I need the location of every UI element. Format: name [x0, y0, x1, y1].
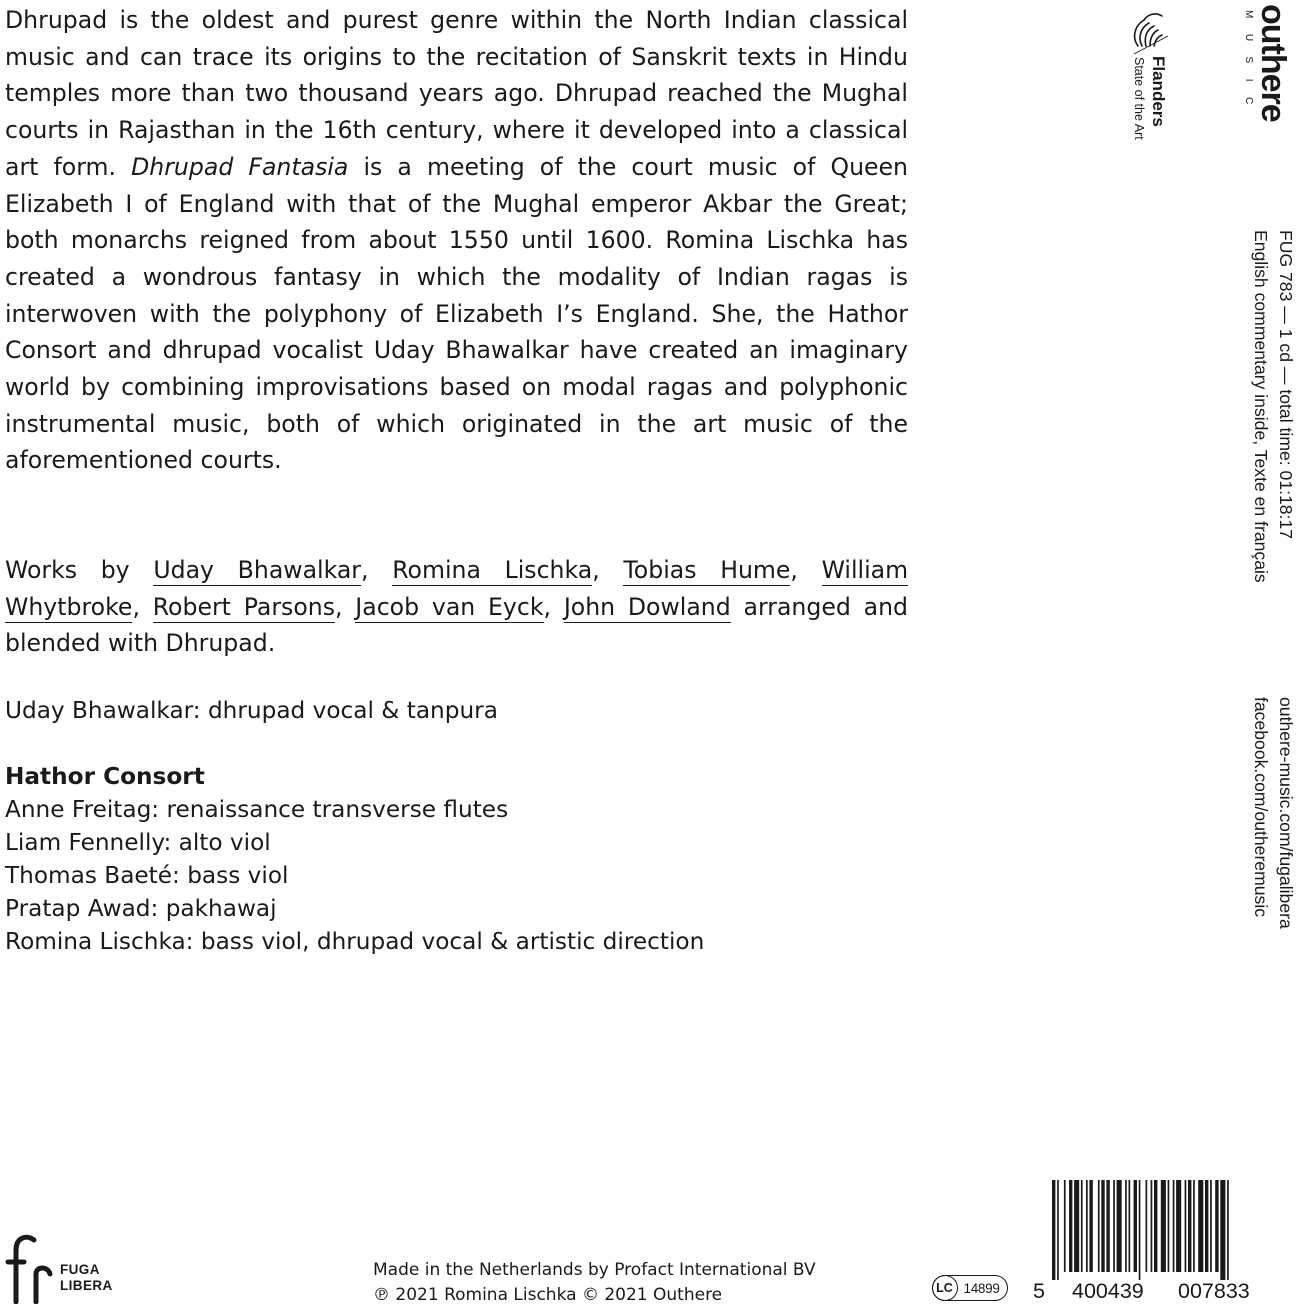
barcode-bar: [1188, 1180, 1191, 1272]
barcode-bar: [1161, 1180, 1166, 1272]
ensemble-member: Romina Lischka: bass viol, dhrupad vocal & artistic direction: [5, 928, 705, 955]
intro-text-2: is a meeting of the court music of Queen Elizabeth I of England with that of the Mughal emperor Akbar the Great; both monarchs reigned from about 1550 until 1600. Romina Lischka has created a wondrous fantasy in which the modality of Indian ragas is interwoven with the polyphony of Elizabeth I’s England. She, the Hathor Consort and dhrupad vocalist Uday Bhawalkar have created an imaginary world by combining improvisations based on modal ragas and polyphonic instrumental music, both of which originated in the art music of the aforementioned courts.: [5, 152, 909, 475]
barcode-bar: [1069, 1180, 1072, 1272]
soloist-credit: Uday Bhawalkar: dhrupad vocal & tanpura: [5, 697, 498, 724]
composer-link[interactable]: Romina Lischka: [392, 556, 593, 584]
barcode-bar: [1185, 1180, 1187, 1272]
intro-text-1: Dhrupad is the oldest and purest genre within the North Indian classical music and can trace its origins to the recitation of Sanskrit texts in Hindu temples more than two thousand years ago. Dhrupad reached the Mughal courts in Rajasthan in the 16th century, where it developed into a classical art form.: [5, 6, 908, 181]
barcode-bar: [1176, 1180, 1181, 1272]
catalog-info: FUG 783 — 1 cd — total time: 01:18:17: [1276, 230, 1296, 540]
barcode-bar: [1101, 1180, 1104, 1272]
flanders-label: Flanders: [1149, 56, 1168, 127]
composer-link[interactable]: William Whytbroke: [5, 556, 909, 621]
barcode-bar: [1227, 1180, 1229, 1280]
barcode-digits-right: 007833: [1178, 1279, 1250, 1303]
works-prefix: Works by: [5, 556, 130, 584]
barcode-bar: [1074, 1180, 1079, 1272]
barcode-bar: [1064, 1180, 1066, 1272]
album-title: Dhrupad Fantasia: [131, 152, 349, 181]
made-in-text: Made in the Netherlands by Profact International BV: [373, 1260, 816, 1280]
label-code-badge: [932, 1275, 1008, 1301]
barcode-bar: [1154, 1180, 1157, 1272]
barcode-bar: [1117, 1180, 1122, 1272]
ensemble-member: Pratap Awad: pakhawaj: [5, 895, 277, 922]
barcode-bar: [1139, 1180, 1141, 1280]
barcode-bar: [1220, 1180, 1225, 1280]
ensemble-member: Anne Freitag: renaissance transverse flutes: [5, 796, 509, 823]
ensemble-member: Liam Fennelly: alto viol: [5, 829, 271, 856]
language-info: English commentary inside, Texte en français: [1251, 230, 1271, 583]
lc-number: 14899: [963, 1280, 1000, 1296]
barcode-bar: [1215, 1180, 1218, 1272]
flanders-lion-icon: [1124, 6, 1174, 58]
barcode-bar: [1173, 1180, 1175, 1272]
barcode-bar: [1198, 1180, 1203, 1272]
barcode-digits-left: 400439: [1072, 1279, 1144, 1303]
barcode-bar: [1086, 1180, 1088, 1272]
lc-icon: LC: [932, 1275, 958, 1301]
barcode-bar: [1168, 1180, 1170, 1272]
works-paragraph: Works by Uday Bhawalkar, Romina Lischka, Tobias Hume, William Whytbroke, Robert Parsons, Jacob van Eyck, John Dowland arranged and blended with Dhrupad.: [5, 556, 909, 658]
works-suffix: arranged and blended with Dhrupad.: [5, 592, 909, 658]
barcode-bar: [1134, 1180, 1137, 1272]
ensemble-name: Hathor Consort: [5, 763, 205, 790]
barcode-bar: [1057, 1180, 1059, 1280]
composer-link[interactable]: Tobias Hume: [623, 556, 791, 584]
fuga-libera-label: [60, 1262, 113, 1294]
barcode-bar: [1052, 1180, 1055, 1280]
barcode-bar: [1106, 1180, 1109, 1272]
barcode-bar: [1129, 1180, 1131, 1272]
barcode-bar: [1113, 1180, 1115, 1272]
copyright-text: ℗ 2021 Romina Lischka © 2021 Outhere: [373, 1285, 723, 1305]
barcode-bar: [1193, 1180, 1195, 1272]
label-line-1: FUGA: [60, 1262, 100, 1277]
website-link[interactable]: outhere-music.com/fugalibera: [1276, 697, 1296, 929]
barcode-bar: [1205, 1180, 1208, 1272]
barcode: [1052, 1180, 1274, 1280]
ensemble-member: Thomas Baeté: bass viol: [5, 862, 289, 889]
barcode-digit-first: 5: [1033, 1279, 1045, 1303]
outhere-music-subtext: MUSIC: [1243, 10, 1254, 120]
intro-paragraph: [5, 2, 908, 479]
ensemble-credits: [5, 760, 704, 958]
barcode-bar: [1081, 1180, 1083, 1272]
barcode-bar: [1151, 1180, 1153, 1272]
fuga-libera-logo-icon: [4, 1232, 58, 1304]
composer-link[interactable]: Robert Parsons: [152, 592, 336, 621]
label-line-2: LIBERA: [60, 1278, 113, 1293]
barcode-bar: [1146, 1180, 1148, 1272]
facebook-link[interactable]: facebook.com/outheremusic: [1251, 697, 1271, 918]
composer-link[interactable]: Uday Bhawalkar: [153, 556, 361, 584]
flanders-tagline: State of the Art: [1132, 57, 1146, 140]
composer-link[interactable]: Jacob van Eyck: [355, 592, 544, 621]
barcode-bar: [1089, 1180, 1092, 1272]
barcode-bar: [1125, 1180, 1127, 1272]
outhere-logo-text: outhere: [1254, 4, 1292, 122]
composer-link[interactable]: John Dowland: [563, 592, 731, 621]
barcode-bar: [1210, 1180, 1212, 1272]
barcode-bar: [1098, 1180, 1100, 1272]
manufacture-info: [373, 1258, 816, 1308]
